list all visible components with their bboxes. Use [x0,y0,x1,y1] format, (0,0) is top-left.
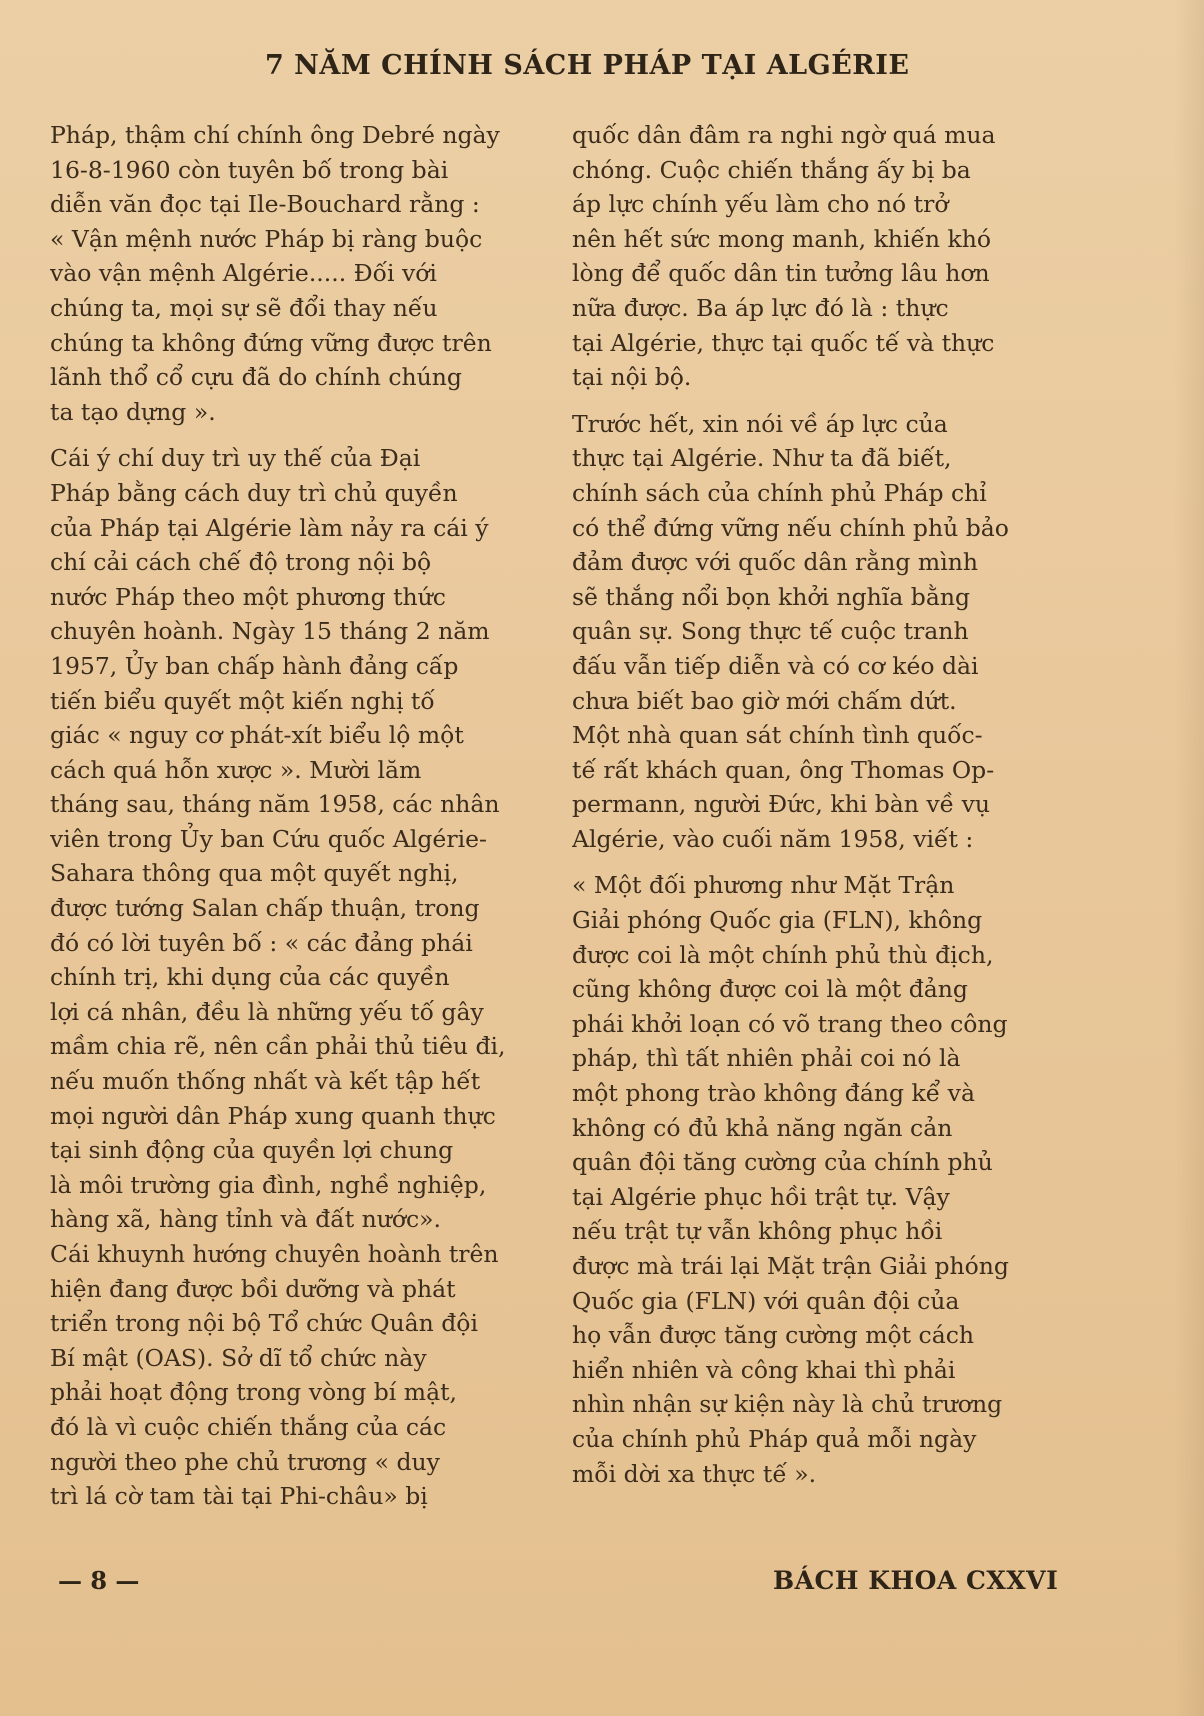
text-line: Một nhà quan sát chính tình quốc- [572,721,983,750]
paragraph-gap [50,429,556,441]
text-line: Trước hết, xin nói về áp lực của [572,409,948,438]
text-line: nếu muốn thống nhất và kết tập hết [50,1067,481,1096]
text-line: Bí mật (OAS). Sở dĩ tổ chức này [50,1343,427,1372]
text-line: chí cải cách chế độ trong nội bộ [50,548,432,577]
text-line: 1957, Ủy ban chấp hành đảng cấp [50,651,459,680]
text-line: quốc dân đâm ra nghi ngờ quá mua [572,121,996,149]
text-line: triển trong nội bộ Tổ chức Quân đội [50,1309,478,1338]
text-line: vào vận mệnh Algérie..... Đối với [50,259,437,288]
text-line: tại Algérie phục hồi trật tự. Vậy [572,1182,950,1211]
text-line: nước Pháp theo một phương thức [50,582,446,611]
text-line: tại sinh động của quyền lợi chung [50,1136,454,1165]
text-line: giác « nguy cơ phát-xít biểu lộ một [50,721,464,750]
text-line: là môi trường gia đình, nghề nghiệp, [50,1170,487,1199]
text-line: áp lực chính yếu làm cho nó trở [572,190,949,219]
text-line: Pháp, thậm chí chính ông Debré ngày [50,121,500,149]
text-line: quân sự. Song thực tế cuộc tranh [572,617,969,646]
text-line: của Pháp tại Algérie làm nảy ra cái ý [50,513,489,542]
text-line: Algérie, vào cuối năm 1958, viết : [572,824,974,853]
text-line: chuyên hoành. Ngày 15 tháng 2 năm [50,617,490,646]
text-line: phải hoạt động trong vòng bí mật, [50,1378,458,1407]
text-line: đấu vẫn tiếp diễn và có cơ kéo dài [572,651,979,680]
text-line: mỗi dời xa thực tế ». [572,1459,817,1488]
text-line: có thể đứng vững nếu chính phủ bảo [572,513,1009,542]
text-line: tại nội bộ. [572,363,692,392]
text-line: chính sách của chính phủ Pháp chỉ [572,478,987,507]
text-line: lãnh thổ cổ cựu đã do chính chúng [50,363,462,392]
text-line: một phong trào không đáng kể và [572,1079,975,1108]
text-line: đó là vì cuộc chiến thắng của các [50,1412,447,1441]
page-edge-shadow [1174,0,1204,1716]
text-line: tế rất khách quan, ông Thomas Op- [572,755,995,784]
text-line: tiến biểu quyết một kiến nghị tố [50,686,435,715]
text-line: chóng. Cuộc chiến thắng ấy bị ba [572,155,971,184]
text-line: chưa biết bao giờ mới chấm dứt. [572,686,957,715]
text-line: được mà trái lại Mặt trận Giải phóng [572,1252,1009,1280]
text-line: người theo phe chủ trương « duy [50,1447,440,1476]
text-line: hiển nhiên và công khai thì phải [572,1355,956,1384]
text-line: « Vận mệnh nước Pháp bị ràng buộc [50,224,483,253]
text-line: hiện đang được bồi dưỡng và phát [50,1274,456,1303]
text-line: mầm chia rẽ, nên cần phải thủ tiêu đi, [50,1032,506,1061]
text-line: đảm được với quốc dân rằng mình [572,548,978,577]
text-line: đó có lời tuyên bố : « các đảng phái [50,928,473,957]
text-line: mọi người dân Pháp xung quanh thực [50,1101,496,1130]
text-line: phái khởi loạn có võ trang theo công [572,1009,1008,1038]
text-line: được tướng Salan chấp thuận, trong [50,894,480,923]
text-line: Quốc gia (FLN) với quân đội của [572,1286,960,1315]
text-line: nhìn nhận sự kiện này là chủ trương [572,1390,1003,1419]
text-line: hàng xã, hàng tỉnh và đất nước». [50,1205,442,1234]
paragraph-gap [572,395,1091,407]
text-line: chính trị, khi dụng của các quyền [50,963,450,992]
left-column [50,118,556,1514]
text-line: tháng sau, tháng năm 1958, các nhân [50,790,500,819]
text-line: tại Algérie, thực tại quốc tế và thực [572,328,995,357]
page-number: — 8 — [58,1566,140,1595]
text-line: của chính phủ Pháp quả mỗi ngày [572,1424,977,1453]
text-line: chúng ta không đứng vững được trên [50,328,492,357]
text-line: ta tạo dựng ». [50,397,216,426]
text-line: không có đủ khả năng ngăn cản [572,1113,953,1142]
text-line: trì lá cờ tam tài tại Phi-châu» bị [50,1482,428,1511]
text-line: diễn văn đọc tại Ile-Bouchard rằng : [50,190,480,219]
text-line: quân đội tăng cường của chính phủ [572,1148,993,1177]
paragraph-gap [572,856,1091,868]
running-header: 7 NĂM CHÍNH SÁCH PHÁP TẠI ALGÉRIE [265,50,910,81]
text-line: cách quá hỗn xược ». Mười lăm [50,755,422,784]
text-line: sẽ thắng nổi bọn khởi nghĩa bằng [572,582,971,611]
text-line: Cái ý chí duy trì uy thế của Đại [50,444,421,473]
text-line: nếu trật tự vẫn không phục hồi [572,1217,943,1246]
text-line: pháp, thì tất nhiên phải coi nó là [572,1044,961,1073]
text-line: lợi cá nhân, đều là những yếu tố gây [50,997,484,1026]
right-column [572,118,1091,1491]
text-line: « Một đối phương như Mặt Trận [572,871,955,900]
text-line: viên trong Ủy ban Cứu quốc Algérie- [50,824,487,853]
text-line: Pháp bằng cách duy trì chủ quyền [50,478,458,507]
text-line: họ vẫn được tăng cường một cách [572,1321,975,1350]
text-line: chúng ta, mọi sự sẽ đổi thay nếu [50,293,438,322]
text-line: được coi là một chính phủ thù địch, [572,940,994,969]
text-line: Giải phóng Quốc gia (FLN), không [572,906,983,935]
text-line: thực tại Algérie. Như ta đã biết, [572,444,952,473]
publication-title: BÁCH KHOA CXXVI [773,1566,1059,1595]
text-line: Cái khuynh hướng chuyên hoành trên [50,1240,499,1268]
text-line: 16-8-1960 còn tuyên bố trong bài [50,155,449,184]
text-line: nữa được. Ba áp lực đó là : thực [572,293,949,322]
text-line: permann, người Đức, khi bàn về vụ [572,790,990,819]
text-line: Sahara thông qua một quyết nghị, [50,859,459,888]
text-line: cũng không được coi là một đảng [572,975,968,1004]
text-line: lòng để quốc dân tin tưởng lâu hơn [572,259,990,288]
text-line: nên hết sức mong manh, khiến khó [572,224,992,253]
